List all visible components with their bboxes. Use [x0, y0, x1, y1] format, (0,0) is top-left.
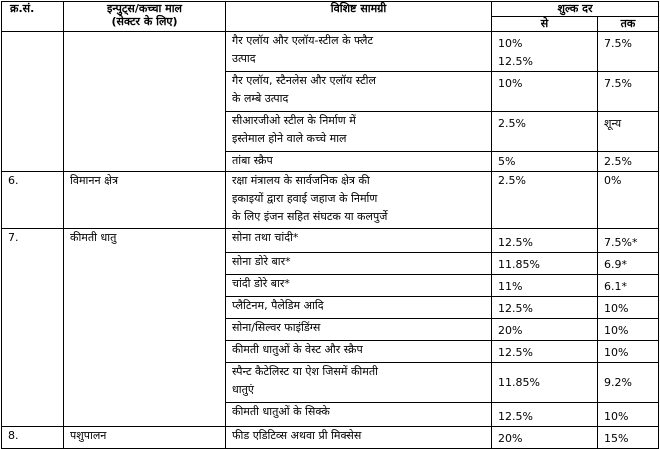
to-value: 7.5% — [604, 37, 632, 50]
item-cell — [226, 112, 492, 152]
to-cell — [598, 172, 659, 229]
from-cell — [492, 172, 598, 229]
header-inputs-line2: (सेक्टर के लिए) — [111, 15, 178, 28]
header-serial — [2, 2, 64, 32]
table-row — [2, 172, 659, 229]
item-line: कीमती धातुओं के सिक्के — [232, 405, 330, 418]
from-value: 12.5% — [498, 410, 533, 423]
item-line: गैर एलॉय, स्टैनलेस और एलॉय स्टील — [232, 74, 376, 87]
to-cell — [598, 32, 659, 72]
header-to-text: तक — [620, 17, 636, 30]
from-cell — [492, 363, 598, 403]
item-line: इकाइयों द्वारा हवाई जहाज के निर्माण — [232, 192, 378, 205]
sector-cell — [64, 32, 226, 172]
item-line: फीड एडिटिव्स अथवा प्री मिक्सेस — [232, 429, 362, 442]
to-cell — [598, 72, 659, 112]
from-cell — [492, 253, 598, 275]
to-value: 10% — [604, 302, 629, 315]
to-cell — [598, 341, 659, 363]
item-line: सोना/सिल्वर फाइंडिंग्स — [232, 321, 321, 334]
to-cell — [598, 363, 659, 403]
table-row — [2, 427, 659, 449]
to-value: 10% — [604, 410, 629, 423]
from-value: 10% — [498, 77, 523, 90]
from-value: 12.5% — [498, 236, 533, 249]
to-value: 7.5%* — [604, 236, 638, 249]
item-line: उत्पाद — [232, 52, 256, 65]
to-cell — [598, 112, 659, 152]
from-value: 20% — [498, 432, 523, 445]
header-specific-goods — [226, 2, 492, 32]
item-line: इस्तेमाल होने वाले कच्चे माल — [232, 132, 347, 145]
serial-cell — [2, 427, 64, 449]
to-cell — [598, 229, 659, 253]
from-value: 20% — [498, 324, 523, 337]
header-duty-rate — [492, 2, 659, 17]
duty-rate-table — [1, 1, 659, 449]
from-value: 11% — [498, 280, 523, 293]
header-from-text: से — [540, 17, 549, 30]
item-cell — [226, 72, 492, 112]
item-line: तांबा स्क्रैप — [232, 154, 273, 167]
to-value: 0% — [604, 174, 622, 187]
item-line: रक्षा मंत्रालय के सार्वजनिक क्षेत्र की — [232, 174, 370, 187]
item-line: सीआरजीओ स्टील के निर्माण में — [232, 114, 356, 127]
from-cell — [492, 319, 598, 341]
item-cell — [226, 427, 492, 449]
to-value: 15% — [604, 432, 629, 445]
item-cell — [226, 341, 492, 363]
item-cell — [226, 172, 492, 229]
to-value: 6.9* — [604, 258, 627, 271]
item-cell — [226, 363, 492, 403]
item-cell — [226, 253, 492, 275]
sector-cell — [64, 229, 226, 427]
serial-number: 6. — [8, 174, 19, 187]
to-cell — [598, 275, 659, 297]
sector-name: पशुपालन — [70, 429, 107, 442]
from-cell — [492, 403, 598, 427]
to-value: 10% — [604, 346, 629, 359]
to-cell — [598, 297, 659, 319]
item-cell — [226, 275, 492, 297]
header-specific-goods-text: विशिष्ट सामग्री — [330, 2, 387, 15]
item-line: स्पैन्ट कैटेलिस्ट या ऐश जिसमें कीमती — [232, 365, 378, 378]
to-cell — [598, 253, 659, 275]
table-row — [2, 229, 659, 253]
item-line: सोना डोरे बार* — [232, 255, 291, 268]
header-to — [598, 17, 659, 32]
sector-name: विमानन क्षेत्र — [70, 174, 119, 187]
from-cell — [492, 112, 598, 152]
sector-cell — [64, 427, 226, 449]
from-value: 2.5% — [498, 117, 526, 130]
to-cell — [598, 152, 659, 172]
item-line: धातुएं — [232, 383, 254, 396]
item-line: सोना तथा चांदी* — [232, 231, 299, 244]
to-value: शून्य — [604, 117, 622, 130]
header-serial-text: क्र.सं. — [10, 2, 35, 15]
from-value: 12.5% — [498, 302, 533, 315]
from-cell — [492, 275, 598, 297]
from-cell — [492, 297, 598, 319]
from-value: 2.5% — [498, 174, 526, 187]
serial-number: 8. — [8, 429, 19, 442]
item-cell — [226, 319, 492, 341]
from-cell — [492, 427, 598, 449]
header-duty-rate-text: शुल्क दर — [557, 2, 593, 15]
to-cell — [598, 427, 659, 449]
from-value: 5% — [498, 155, 516, 168]
item-cell — [226, 403, 492, 427]
to-value: 2.5% — [604, 155, 632, 168]
from-cell — [492, 341, 598, 363]
from-cell — [492, 72, 598, 112]
to-value: 6.1* — [604, 280, 627, 293]
item-cell — [226, 297, 492, 319]
item-cell — [226, 32, 492, 72]
header-inputs-line1: इन्पुट्स/कच्चा माल — [106, 2, 183, 15]
serial-cell — [2, 32, 64, 172]
to-cell — [598, 403, 659, 427]
to-value: 10% — [604, 324, 629, 337]
from-value: 11.85% — [498, 258, 540, 271]
to-value: 9.2% — [604, 375, 632, 389]
item-cell — [226, 229, 492, 253]
item-cell — [226, 152, 492, 172]
sector-name: कीमती धातु — [70, 231, 117, 244]
to-cell — [598, 319, 659, 341]
header-from — [492, 17, 598, 32]
to-value: 7.5% — [604, 77, 632, 90]
header-inputs — [64, 2, 226, 32]
item-line: चांदी डोरे बार* — [232, 277, 290, 290]
item-line: गैर एलॉय और एलॉय-स्टील के फ्लैट — [232, 34, 374, 47]
from-value: 12.5% — [498, 55, 533, 68]
item-line: के लम्बे उत्पाद — [232, 92, 289, 105]
item-line: के लिए इंजन सहित संघटक या कलपुर्जे — [232, 210, 388, 223]
from-cell — [492, 152, 598, 172]
from-cell — [492, 229, 598, 253]
item-line: कीमती धातुओं के वेस्ट और स्क्रैप — [232, 343, 363, 356]
table-row — [2, 32, 659, 72]
from-value: 11.85% — [498, 375, 540, 389]
serial-cell — [2, 229, 64, 427]
serial-cell — [2, 172, 64, 229]
from-cell — [492, 32, 598, 72]
sector-cell — [64, 172, 226, 229]
from-value: 12.5% — [498, 346, 533, 359]
item-line: प्लैटिनम, पैलेडिम आदि — [232, 299, 324, 312]
from-value: 10% — [498, 37, 523, 50]
serial-number: 7. — [8, 231, 19, 244]
